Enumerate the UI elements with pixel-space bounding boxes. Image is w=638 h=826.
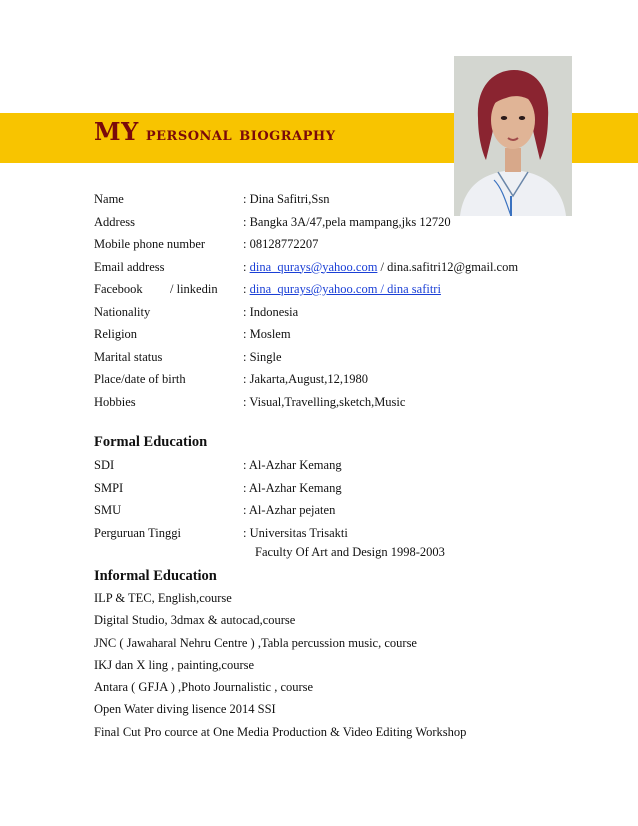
edu-value: : Al-Azhar Kemang xyxy=(243,480,342,495)
list-item: Open Water diving lisence 2014 SSI xyxy=(94,702,276,717)
edu-continuation: Faculty Of Art and Design 1998-2003 xyxy=(255,545,445,559)
info-label: Religion xyxy=(94,327,138,341)
info-row-facebook xyxy=(94,282,614,305)
info-label: Nationality xyxy=(94,304,151,319)
info-row-address xyxy=(94,215,614,238)
info-row-marital xyxy=(94,350,614,373)
info-row-nationality xyxy=(94,305,614,328)
info-label: Address xyxy=(94,214,135,229)
informal-education-list xyxy=(94,591,614,747)
info-value: : Jakarta,August,12,1980 xyxy=(243,372,368,386)
list-item: IKJ dan X ling , painting,course xyxy=(94,657,255,672)
info-value: : Single xyxy=(243,349,282,364)
info-label: Place/date of birth xyxy=(94,372,186,386)
edu-value: : Al-Azhar pejaten xyxy=(243,503,336,517)
edu-row xyxy=(94,503,614,526)
formal-education-list xyxy=(94,458,614,548)
value-suffix: / dina.safitri12@gmail.com xyxy=(377,259,519,274)
info-value: : Dina Safitri,Ssn xyxy=(243,192,330,206)
personal-info-list xyxy=(94,192,614,417)
info-label: Marital status xyxy=(94,349,163,364)
info-value: : Moslem xyxy=(243,327,291,341)
info-label: Hobbies xyxy=(94,394,136,409)
info-label: Name xyxy=(94,192,124,206)
edu-value: : Al-Azhar Kemang xyxy=(243,458,342,472)
value-prefix: : xyxy=(243,259,250,274)
edu-label: SMU xyxy=(94,503,122,517)
value-prefix: : xyxy=(243,282,250,296)
info-row-religion xyxy=(94,327,614,350)
info-value: : Bangka 3A/47,pela mampang,jks 12720 xyxy=(243,214,451,229)
info-row-hobbies xyxy=(94,395,614,418)
info-label-secondary: / linkedin xyxy=(170,282,218,296)
info-value: : Visual,Travelling,sketch,Music xyxy=(243,394,406,409)
email-link[interactable]: dina_qurays@yahoo.com xyxy=(249,259,378,274)
page-title-rest: personal biography xyxy=(145,123,336,145)
info-row-phone xyxy=(94,237,614,260)
edu-value: : Universitas Trisakti xyxy=(243,525,348,540)
edu-label: SMPI xyxy=(94,480,124,495)
list-item: Final Cut Pro cource at One Media Production & Video Editing Workshop xyxy=(94,724,467,739)
info-label: Email address xyxy=(94,259,165,274)
info-row-birth xyxy=(94,372,614,395)
page-title xyxy=(94,117,335,146)
social-link[interactable]: dina_qurays@yahoo.com / dina safitri xyxy=(249,282,441,296)
list-item: ILP & TEC, English,course xyxy=(94,591,232,605)
info-label: Mobile phone number xyxy=(94,237,206,251)
edu-label: SDI xyxy=(94,458,115,472)
informal-education-heading: Informal Education xyxy=(94,568,217,584)
info-value xyxy=(243,260,518,274)
info-value: : Indonesia xyxy=(243,304,299,319)
page-title-first: MY xyxy=(94,117,139,146)
list-item: Antara ( GFJA ) ,Photo Journalistic , course xyxy=(94,680,314,695)
list-item: Digital Studio, 3dmax & autocad,course xyxy=(94,613,296,628)
info-row-name xyxy=(94,192,614,215)
edu-row xyxy=(94,458,614,481)
list-item: JNC ( Jawaharal Nehru Centre ) ,Tabla percussion music, course xyxy=(94,635,417,650)
info-row-email xyxy=(94,260,614,283)
edu-label: Perguruan Tinggi xyxy=(94,525,181,540)
info-value: : 08128772207 xyxy=(243,237,319,251)
formal-education-heading: Formal Education xyxy=(94,434,208,450)
edu-row xyxy=(94,481,614,504)
info-label: Facebook xyxy=(94,282,143,296)
info-value xyxy=(243,282,441,296)
